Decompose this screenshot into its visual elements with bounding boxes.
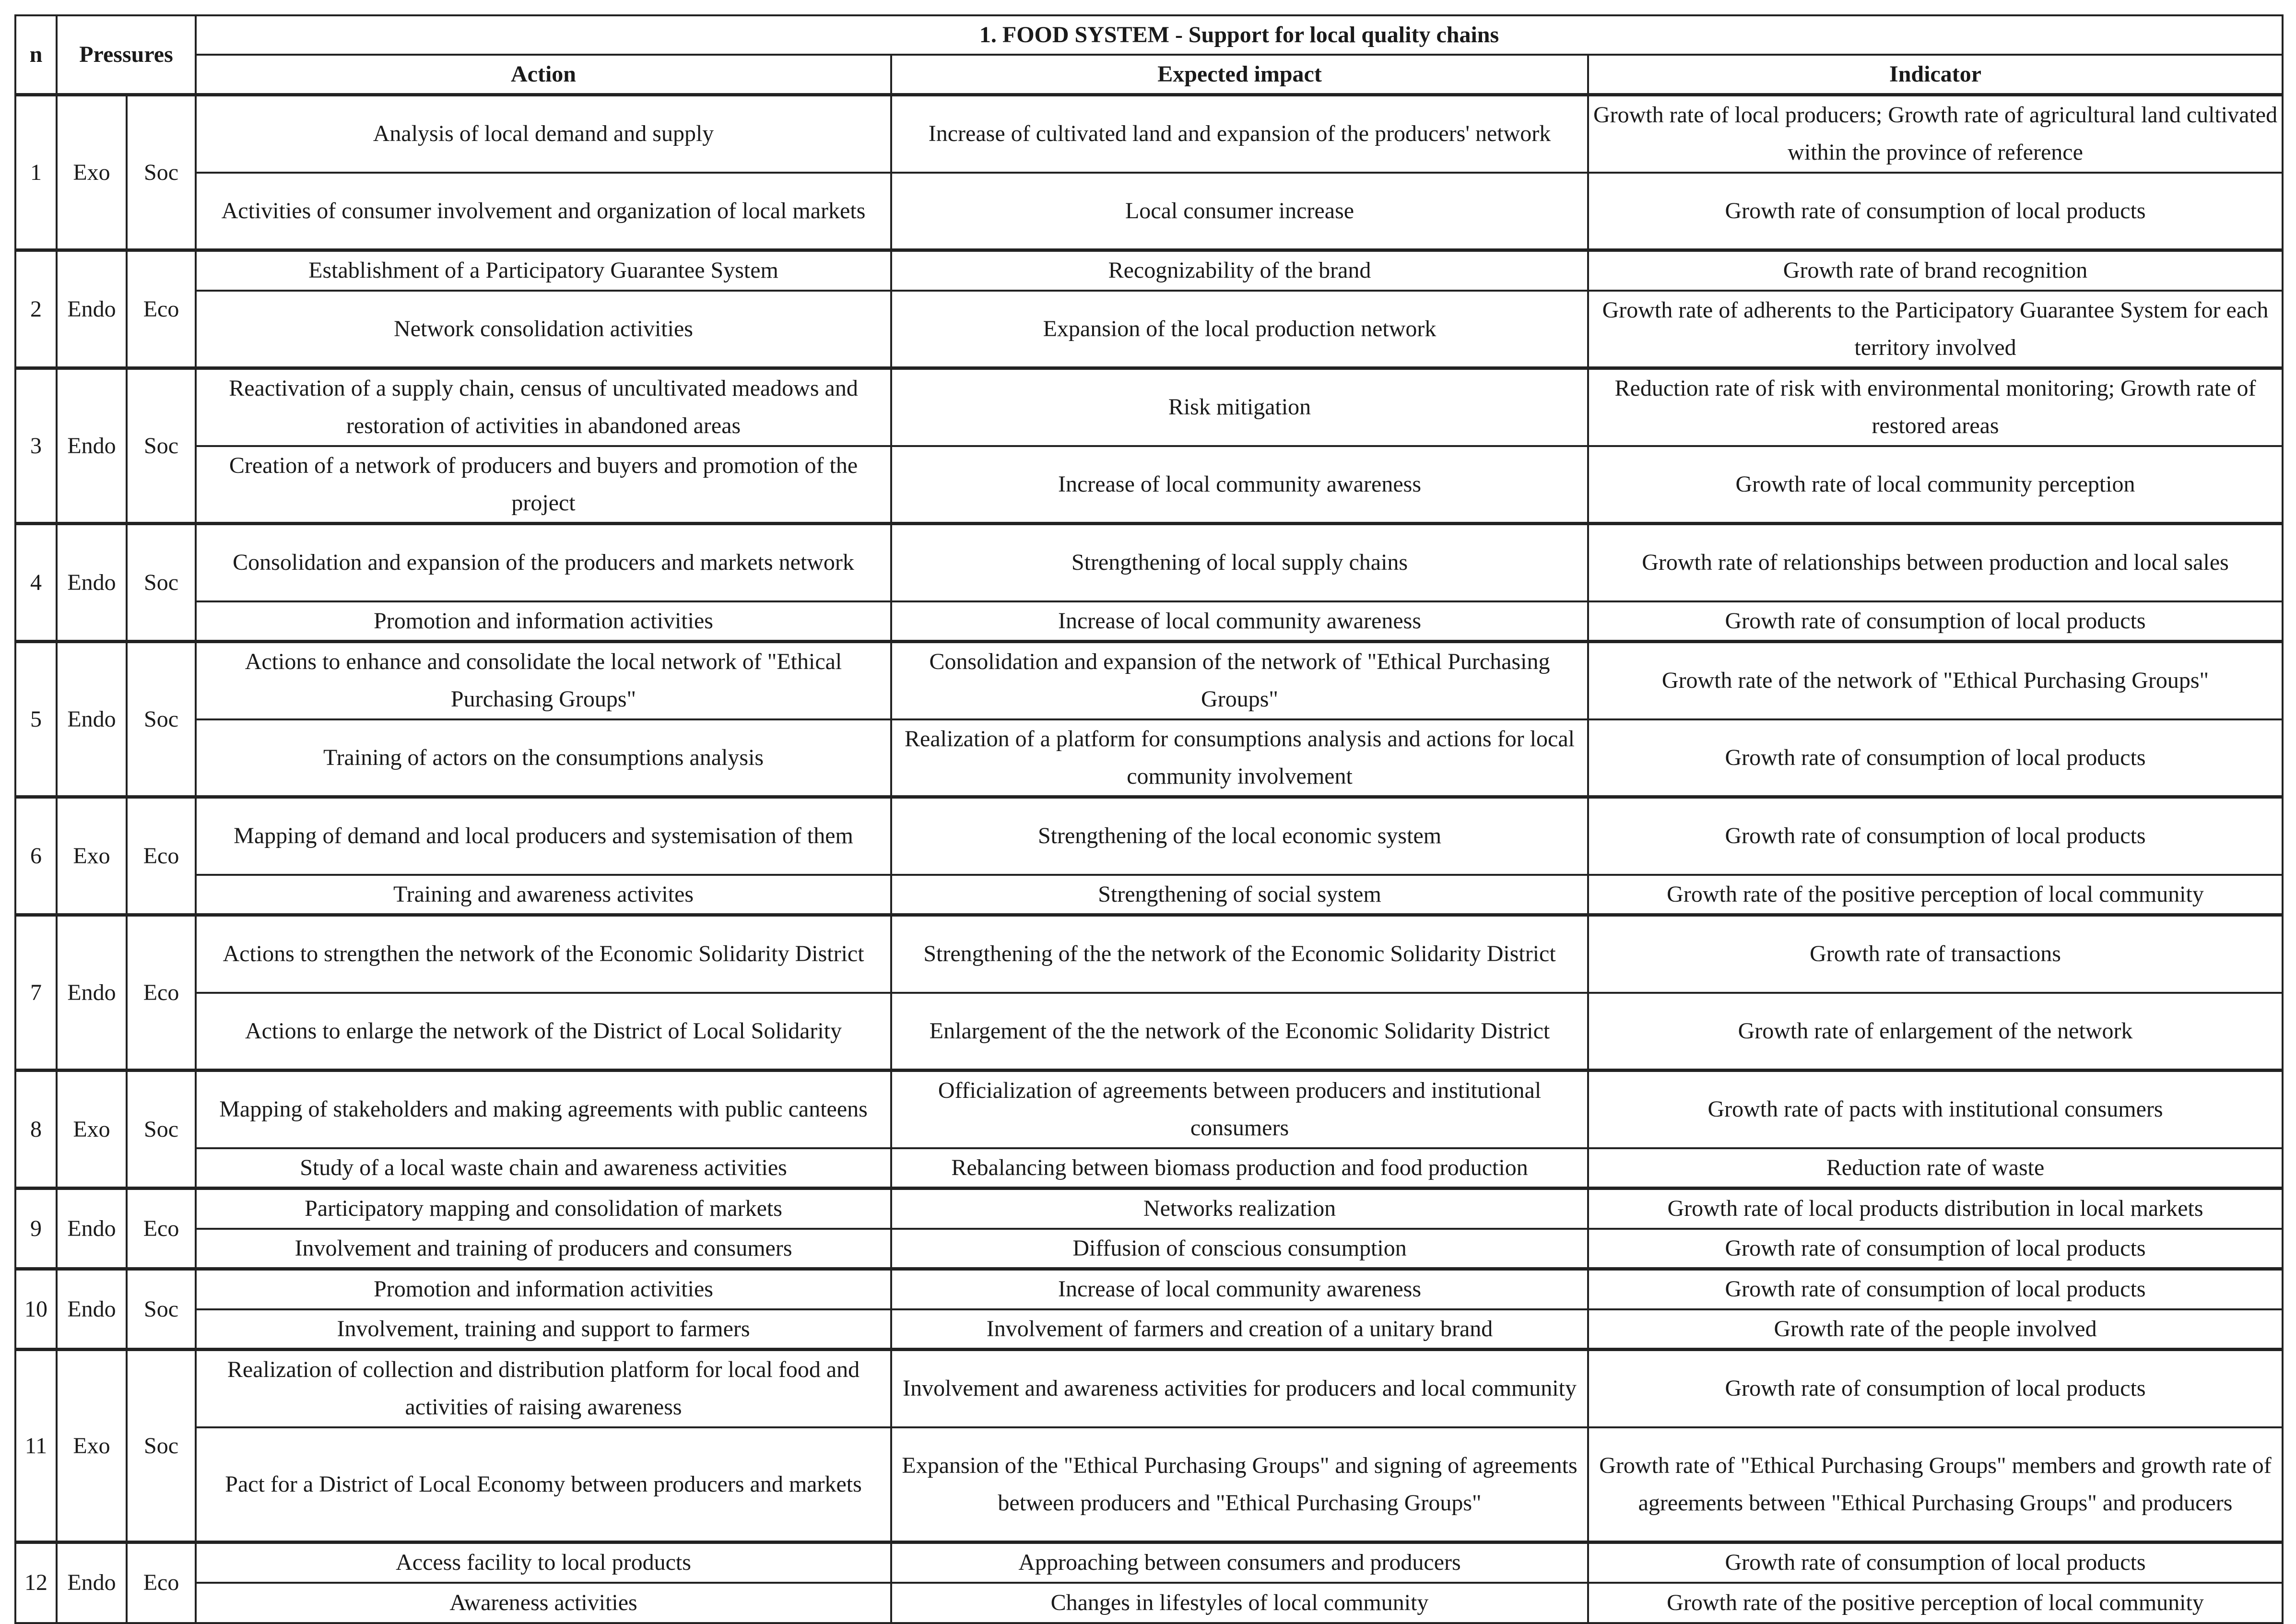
action-cell: Promotion and information activities bbox=[196, 1269, 891, 1309]
table-row bbox=[15, 1071, 2283, 1148]
table-title: 1. FOOD SYSTEM - Support for local quality chains bbox=[196, 15, 2283, 55]
expected-impact-cell: Realization of a platform for consumptions analysis and actions for local community involvement bbox=[891, 719, 1588, 797]
expected-impact-cell: Expansion of the "Ethical Purchasing Groups" and signing of agreements between producers and "Ethical Purchasing Groups" bbox=[891, 1427, 1588, 1542]
pressure-origin: Endo bbox=[57, 915, 127, 1071]
pressure-origin: Exo bbox=[57, 95, 127, 250]
expected-impact-cell: Involvement and awareness activities for producers and local community bbox=[891, 1350, 1588, 1427]
row-number: 1 bbox=[15, 95, 57, 250]
action-cell: Training and awareness activites bbox=[196, 875, 891, 915]
indicator-cell: Growth rate of pacts with institutional consumers bbox=[1588, 1071, 2283, 1148]
table-row bbox=[15, 1189, 2283, 1229]
expected-impact-cell: Rebalancing between biomass production and food production bbox=[891, 1148, 1588, 1189]
indicator-cell: Growth rate of consumption of local products bbox=[1588, 797, 2283, 875]
row-number: 10 bbox=[15, 1269, 57, 1350]
table-row bbox=[15, 173, 2283, 250]
expected-impact-cell: Risk mitigation bbox=[891, 368, 1588, 446]
action-cell: Mapping of demand and local producers and systemisation of them bbox=[196, 797, 891, 875]
table-row bbox=[15, 915, 2283, 993]
table-body bbox=[15, 95, 2283, 1623]
action-cell: Access facility to local products bbox=[196, 1542, 891, 1583]
action-cell: Consolidation and expansion of the producers and markets network bbox=[196, 524, 891, 601]
indicator-cell: Reduction rate of waste bbox=[1588, 1148, 2283, 1189]
indicator-cell: Growth rate of consumption of local products bbox=[1588, 173, 2283, 250]
row-number: 7 bbox=[15, 915, 57, 1071]
header-n: n bbox=[15, 15, 57, 95]
indicator-cell: Growth rate of the positive perception of local community bbox=[1588, 1583, 2283, 1623]
row-number: 3 bbox=[15, 368, 57, 524]
table-row bbox=[15, 601, 2283, 642]
action-cell: Promotion and information activities bbox=[196, 601, 891, 642]
row-number: 9 bbox=[15, 1189, 57, 1269]
row-number: 8 bbox=[15, 1071, 57, 1189]
pressure-type: Eco bbox=[127, 915, 196, 1071]
pressure-type: Soc bbox=[127, 1350, 196, 1542]
expected-impact-cell: Diffusion of conscious consumption bbox=[891, 1229, 1588, 1269]
action-cell: Awareness activities bbox=[196, 1583, 891, 1623]
pressure-type: Soc bbox=[127, 1269, 196, 1350]
table-row bbox=[15, 1583, 2283, 1623]
header-indicator: Indicator bbox=[1588, 55, 2283, 95]
action-cell: Network consolidation activities bbox=[196, 291, 891, 368]
action-cell: Activities of consumer involvement and organization of local markets bbox=[196, 173, 891, 250]
expected-impact-cell: Expansion of the local production network bbox=[891, 291, 1588, 368]
expected-impact-cell: Officialization of agreements between producers and institutional consumers bbox=[891, 1071, 1588, 1148]
food-system-table bbox=[14, 14, 2284, 1624]
row-number: 4 bbox=[15, 524, 57, 642]
pressure-origin: Exo bbox=[57, 797, 127, 915]
action-cell: Reactivation of a supply chain, census of uncultivated meadows and restoration of activities in abandoned areas bbox=[196, 368, 891, 446]
expected-impact-cell: Enlargement of the the network of the Economic Solidarity District bbox=[891, 993, 1588, 1071]
indicator-cell: Growth rate of the network of "Ethical Purchasing Groups" bbox=[1588, 642, 2283, 719]
table-row bbox=[15, 993, 2283, 1071]
indicator-cell: Growth rate of relationships between production and local sales bbox=[1588, 524, 2283, 601]
pressure-type: Eco bbox=[127, 1542, 196, 1623]
table-row bbox=[15, 1542, 2283, 1583]
table-row bbox=[15, 875, 2283, 915]
indicator-cell: Growth rate of adherents to the Participatory Guarantee System for each territory involved bbox=[1588, 291, 2283, 368]
pressure-type: Eco bbox=[127, 797, 196, 915]
indicator-cell: Growth rate of consumption of local products bbox=[1588, 1350, 2283, 1427]
header-action: Action bbox=[196, 55, 891, 95]
expected-impact-cell: Approaching between consumers and producers bbox=[891, 1542, 1588, 1583]
expected-impact-cell: Increase of cultivated land and expansion of the producers' network bbox=[891, 95, 1588, 173]
indicator-cell: Growth rate of enlargement of the network bbox=[1588, 993, 2283, 1071]
table-row bbox=[15, 642, 2283, 719]
indicator-cell: Growth rate of consumption of local products bbox=[1588, 1269, 2283, 1309]
action-cell: Involvement, training and support to farmers bbox=[196, 1309, 891, 1350]
pressure-origin: Endo bbox=[57, 524, 127, 642]
action-cell: Actions to strengthen the network of the Economic Solidarity District bbox=[196, 915, 891, 993]
table-row bbox=[15, 524, 2283, 601]
table-row bbox=[15, 719, 2283, 797]
expected-impact-cell: Involvement of farmers and creation of a unitary brand bbox=[891, 1309, 1588, 1350]
table-row bbox=[15, 250, 2283, 291]
table-row bbox=[15, 1148, 2283, 1189]
pressure-type: Soc bbox=[127, 642, 196, 797]
pressure-origin: Endo bbox=[57, 368, 127, 524]
pressure-origin: Endo bbox=[57, 642, 127, 797]
pressure-type: Soc bbox=[127, 95, 196, 250]
indicator-cell: Growth rate of the positive perception of local community bbox=[1588, 875, 2283, 915]
pressure-origin: Exo bbox=[57, 1071, 127, 1189]
pressure-type: Eco bbox=[127, 250, 196, 368]
table-row bbox=[15, 1269, 2283, 1309]
expected-impact-cell: Increase of local community awareness bbox=[891, 446, 1588, 524]
pressure-type: Soc bbox=[127, 1071, 196, 1189]
row-number: 5 bbox=[15, 642, 57, 797]
pressure-type: Soc bbox=[127, 524, 196, 642]
indicator-cell: Growth rate of local community perception bbox=[1588, 446, 2283, 524]
indicator-cell: Growth rate of transactions bbox=[1588, 915, 2283, 993]
pressure-origin: Exo bbox=[57, 1350, 127, 1542]
expected-impact-cell: Recognizability of the brand bbox=[891, 250, 1588, 291]
table-row bbox=[15, 1309, 2283, 1350]
expected-impact-cell: Strengthening of the the network of the Economic Solidarity District bbox=[891, 915, 1588, 993]
indicator-cell: Growth rate of consumption of local products bbox=[1588, 719, 2283, 797]
header-pressures: Pressures bbox=[57, 15, 196, 95]
table-row bbox=[15, 1350, 2283, 1427]
pressure-type: Soc bbox=[127, 368, 196, 524]
action-cell: Study of a local waste chain and awareness activities bbox=[196, 1148, 891, 1189]
expected-impact-cell: Networks realization bbox=[891, 1189, 1588, 1229]
action-cell: Analysis of local demand and supply bbox=[196, 95, 891, 173]
table-row bbox=[15, 291, 2283, 368]
expected-impact-cell: Strengthening of the local economic system bbox=[891, 797, 1588, 875]
table-row bbox=[15, 95, 2283, 173]
action-cell: Creation of a network of producers and buyers and promotion of the project bbox=[196, 446, 891, 524]
expected-impact-cell: Strengthening of social system bbox=[891, 875, 1588, 915]
indicator-cell: Growth rate of the people involved bbox=[1588, 1309, 2283, 1350]
pressure-type: Eco bbox=[127, 1189, 196, 1269]
table-row bbox=[15, 1427, 2283, 1542]
indicator-cell: Growth rate of "Ethical Purchasing Groups" members and growth rate of agreements between "Ethical Purchasing Groups" and producers bbox=[1588, 1427, 2283, 1542]
expected-impact-cell: Consolidation and expansion of the network of "Ethical Purchasing Groups" bbox=[891, 642, 1588, 719]
action-cell: Actions to enhance and consolidate the local network of "Ethical Purchasing Groups" bbox=[196, 642, 891, 719]
action-cell: Involvement and training of producers and consumers bbox=[196, 1229, 891, 1269]
header-expected-impact: Expected impact bbox=[891, 55, 1588, 95]
action-cell: Actions to enlarge the network of the District of Local Solidarity bbox=[196, 993, 891, 1071]
table-row bbox=[15, 797, 2283, 875]
indicator-cell: Growth rate of consumption of local products bbox=[1588, 1229, 2283, 1269]
table-row bbox=[15, 446, 2283, 524]
indicator-cell: Growth rate of local products distribution in local markets bbox=[1588, 1189, 2283, 1229]
pressure-origin: Endo bbox=[57, 1189, 127, 1269]
action-cell: Realization of collection and distribution platform for local food and activities of raising awareness bbox=[196, 1350, 891, 1427]
expected-impact-cell: Increase of local community awareness bbox=[891, 601, 1588, 642]
table-row bbox=[15, 368, 2283, 446]
pressure-origin: Endo bbox=[57, 1269, 127, 1350]
indicator-cell: Growth rate of brand recognition bbox=[1588, 250, 2283, 291]
row-number: 6 bbox=[15, 797, 57, 915]
pressure-origin: Endo bbox=[57, 250, 127, 368]
indicator-cell: Reduction rate of risk with environmental monitoring; Growth rate of restored areas bbox=[1588, 368, 2283, 446]
pressure-origin: Endo bbox=[57, 1542, 127, 1623]
table-row bbox=[15, 1229, 2283, 1269]
indicator-cell: Growth rate of local producers; Growth rate of agricultural land cultivated within the province of reference bbox=[1588, 95, 2283, 173]
action-cell: Mapping of stakeholders and making agreements with public canteens bbox=[196, 1071, 891, 1148]
row-number: 12 bbox=[15, 1542, 57, 1623]
row-number: 2 bbox=[15, 250, 57, 368]
expected-impact-cell: Increase of local community awareness bbox=[891, 1269, 1588, 1309]
indicator-cell: Growth rate of consumption of local products bbox=[1588, 1542, 2283, 1583]
action-cell: Pact for a District of Local Economy between producers and markets bbox=[196, 1427, 891, 1542]
action-cell: Establishment of a Participatory Guarantee System bbox=[196, 250, 891, 291]
expected-impact-cell: Changes in lifestyles of local community bbox=[891, 1583, 1588, 1623]
expected-impact-cell: Strengthening of local supply chains bbox=[891, 524, 1588, 601]
row-number: 11 bbox=[15, 1350, 57, 1542]
action-cell: Participatory mapping and consolidation of markets bbox=[196, 1189, 891, 1229]
expected-impact-cell: Local consumer increase bbox=[891, 173, 1588, 250]
action-cell: Training of actors on the consumptions analysis bbox=[196, 719, 891, 797]
indicator-cell: Growth rate of consumption of local products bbox=[1588, 601, 2283, 642]
